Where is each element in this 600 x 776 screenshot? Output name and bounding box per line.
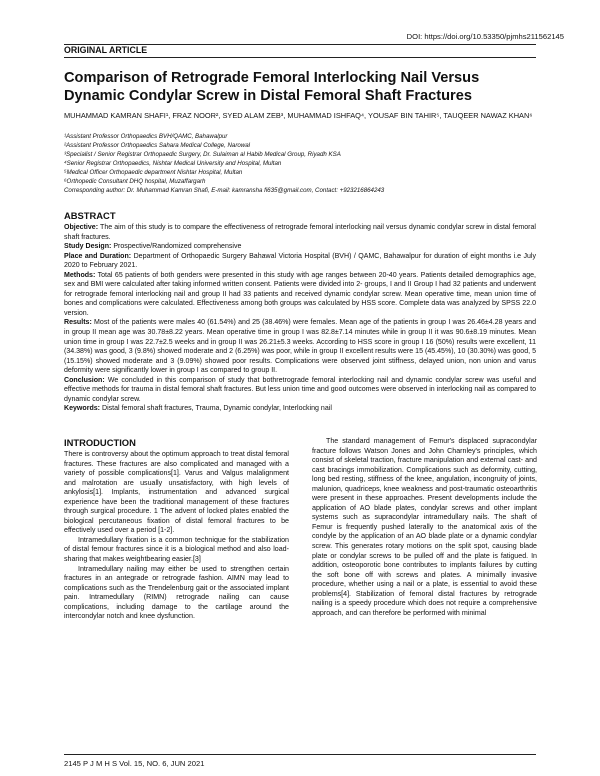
conclusion-text: We concluded in this comparison of study that bothretrograde femoral interlocking nail and dynamic condylar screw was useful and effective methods for trauma in distal femoral shaft fractures. But less union time and good outcomes were observed in interlocking nail as compared to dynamic condylar screw. — [64, 376, 536, 403]
affiliation-3: ³Specialist / Senior Registrar Orthopaedic Surgery, Dr. Sulaiman al Habib Medical Group, Riyadh KSA — [64, 150, 341, 158]
section-label: ORIGINAL ARTICLE — [64, 45, 148, 55]
intro-paragraph-2: Intramedullary fixation is a common technique for the stabilization of distal femour fractures since it is a biological method and also load-sharing that makes weightbearing easier.[3] — [64, 535, 289, 564]
abstract-keywords — [64, 404, 536, 414]
abstract-heading: ABSTRACT — [64, 210, 116, 221]
footer-rule — [64, 754, 536, 755]
body-column-left — [64, 437, 289, 622]
abstract-objective — [64, 223, 536, 242]
methods-text: Total 65 patients of both genders were presented in this study with age ranges between 20-40 years. Patients detailed demographics age, sex and BMI were calculated after taking informed written consent. Patients were divided into 2- groups, I and II Group I had 32 patients and underwent for retrograde femoral interlocking nail and group II had 33 patients and received dynamic condylar screw. Mean operative time, mean union time of bones and complications were calculated. Effectiveness among both groups was calculated by HSS score. Complete data was analyzed by SPSS 22.0 version. — [64, 271, 536, 317]
abstract — [64, 210, 536, 414]
objective-text: The aim of this study is to compare the effectiveness of retrograde femoral interlocking nail versus dynamic condylar screw in distal femoral shaft fractures. — [64, 224, 536, 241]
conclusion-label: Conclusion: — [64, 376, 105, 384]
corresponding-author: Corresponding author: Dr. Muhammad Kamran Shafi, E-mail: kamransha fi635@gmail.com, Contact: +923216864243 — [64, 187, 385, 195]
article-title: Comparison of Retrograde Femoral Interlocking Nail Versus Dynamic Condylar Screw in Distal Femoral Shaft Fractures — [64, 70, 480, 104]
affiliation-6: ⁶Orthopedic Consultant DHQ hospital, Muzaffargarh — [64, 177, 206, 185]
author-list: MUHAMMAD KAMRAN SHAFI¹, FRAZ NOOR², SYED ALAM ZEB³, MUHAMMAD ISHFAQ⁴, YOUSAF BIN TAHIR⁵, TAUQEER NAWAZ KHAN⁶ — [64, 111, 533, 120]
place-label: Place and Duration: — [64, 252, 132, 260]
affiliation-5: ⁵Medical Officer Orthopaedic department Nishtar Hospital, Multan — [64, 168, 243, 176]
results-label: Results: — [64, 319, 92, 327]
intro-paragraph-4: The standard management of Femur's displaced supracondylar fracture follows Watson Jones and John Charnley's principles, which consist of skeletal traction, fracture manipulation and external cast- and cast bracings immobilization. Complications such as deformity, cutting, long bed resting, stiffness of the knee, angulation, incongruity of joints, malunion, quadriceps, knee weakness and post-traumatic osteoarthritis were present in these approaches. Present developments include the application of AO blade plates, condylar screws and other implant systems such as supracondylar intramedullary nails. The shaft of Femur is frequently pushed laterally to the anatomical axis of the condyle by the application of an AO blade plate or a dynamic condylar screw. This generates rotary motions on the split spot, causing blade plate or condylar screws to be pulled off and the plate is fatigued. In addition, osteoporotic bone contributes to implants failures by cutting the soft bone off with screws and plates. A minimally invasive procedure, whether using a nail or a plate, is essential to avoid these problems[4]. Stabilization of femoral distal fractures by retrograde nailing is a speedy procedure which does not require a comprehensive approach, and can therefore be performed with minimal — [312, 437, 537, 617]
keywords-text: Distal femoral shaft fractures, Trauma, Dynamic condylar, Interlocking nail — [100, 405, 332, 413]
affiliation-4: ⁴Senior Registrar Orthopaedics, Nishtar Medical University and Hospital, Multan — [64, 159, 282, 167]
abstract-design — [64, 242, 536, 252]
abstract-conclusion — [64, 376, 536, 405]
page-footer: 2145 P J M H S Vol. 15, NO. 6, JUN 2021 — [64, 759, 205, 768]
affiliations — [64, 132, 544, 196]
intro-paragraph-3: Intramedullary nailing may either be used to strengthen certain fractures in an antegrade or retrograde fashion. AIMN may lead to complications such as the Trendelenburg gait or the associated implant pain. Intramedullary (RIMN) retrograde nailing can cause complications, including damage to the cartilage around the intercondylar notch and knee dysfunction. — [64, 564, 289, 621]
affiliation-2: ²Assistant Professor Orthopaedics Sahara Medical College, Narowal — [64, 141, 251, 149]
design-text: Prospective/Randomized comprehensive — [111, 243, 242, 251]
doi-link[interactable]: DOI: https://doi.org/10.53350/pjmhs211562145 — [406, 32, 564, 41]
abstract-results — [64, 318, 536, 375]
place-text: Department of Orthopaedic Surgery Bahawal Victoria Hospital (BVH) / QAMC, Bahawalpur for duration of eight months i.e July 2020 to February 2021. — [64, 252, 536, 270]
keywords-label: Keywords: — [64, 405, 101, 413]
body-column-right — [312, 437, 537, 618]
design-label: Study Design: — [64, 243, 112, 251]
abstract-place — [64, 252, 536, 271]
abstract-methods — [64, 271, 536, 319]
objective-label: Objective: — [64, 224, 99, 231]
introduction-heading: INTRODUCTION — [64, 437, 136, 448]
intro-paragraph-1: There is controversy about the optimum approach to treat distal femoral fractures. These fractures are also complicated and managed with a variety of possible complications[1]. Varus and Valgus malalignment and malrotation are usually unsatisfactory, with high levels of ankylosis[1]. Implants, instrumentation and advanced surgical experience have been the traditional management of these fractures through surgical procedure. 1 The advent of locked plates enabled the biological percutaneous fixation of distal femoral fractures to be effectively used over a period [1-2]. — [64, 450, 289, 535]
results-text: Most of the patients were males 40 (61.54%) and 25 (38.46%) were females. Mean age of the patients in group I was 26.46±4.28 years and in group II mean age was 30.78±8.22 years. Mean operative time in group I was 82.8±7.14 minutes while in group II it was 90.6±8.19 minutes. Mean union time in group I was 22.7±2.5 weeks and in group II was 26.21±5.3 weeks. According to HSS score in group I 16 (50%) results were excellent, 11 (34.38%) was good, 3 (9.8%) showed moderate and 2 (6.25%) was poor, while in group II excellent results were 15 (45.45%), 10 (30.30%) was good, 5 (15.15%) showed moderate and 3 (9.09%) showed poor results. Complications were observed joint stiffness, delayed union, non union and varus deformity were significantly lower in group I as compared to group II. — [64, 319, 536, 375]
section-rule — [64, 57, 536, 58]
affiliation-1: ¹Assistant Professor Orthopaedics BVH/QAMC, Bahawalpur — [64, 132, 228, 140]
methods-label: Methods: — [64, 271, 96, 279]
